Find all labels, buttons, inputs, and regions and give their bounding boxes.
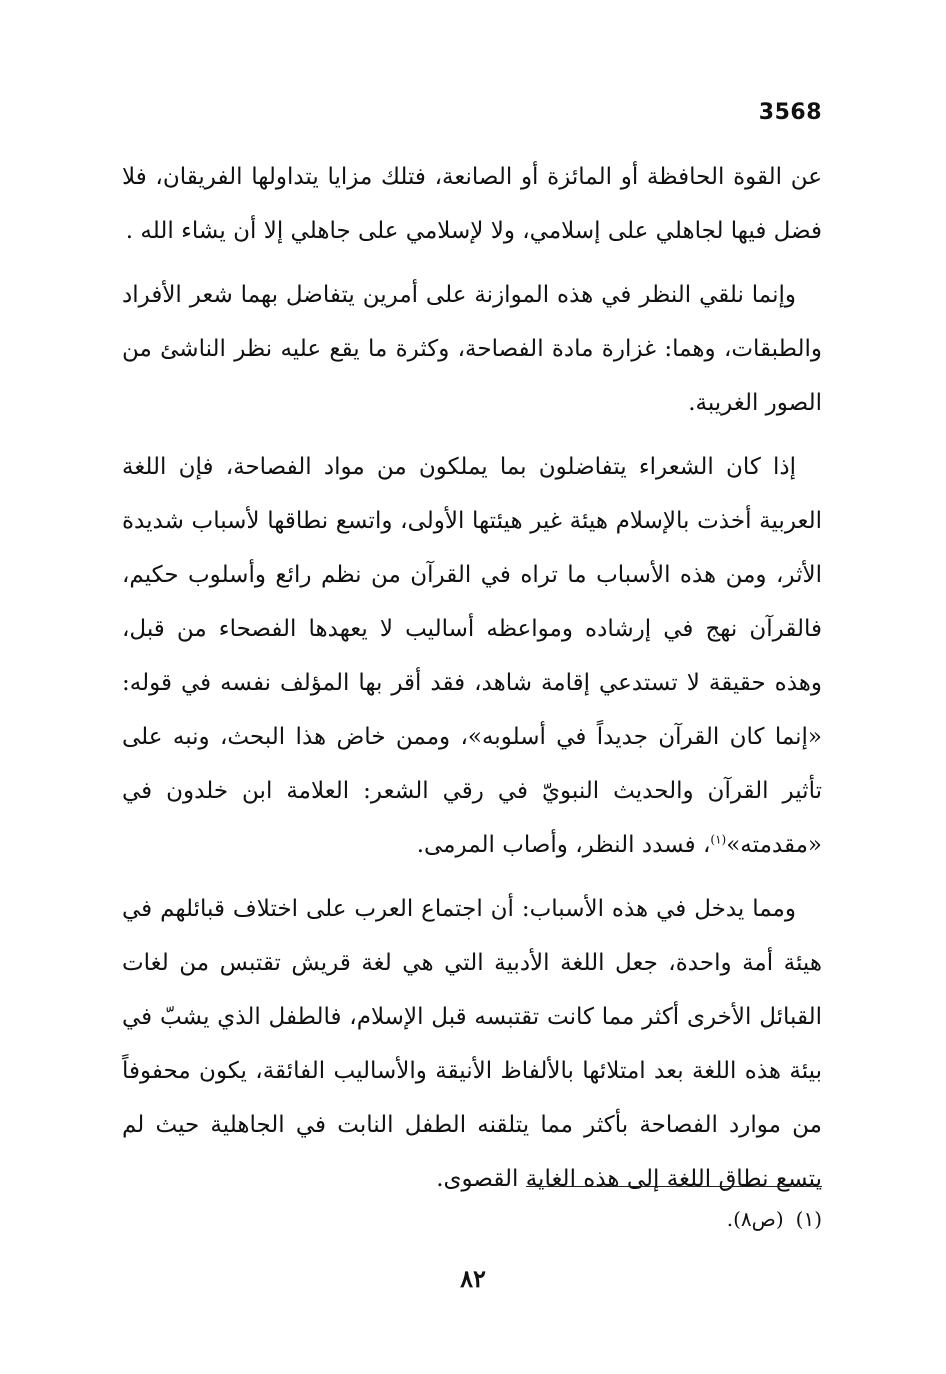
paragraph-3-tail: ، فسدد النظر، وأصاب المرمى. [416, 832, 711, 858]
body-text [122, 150, 822, 1206]
volume-page-number: 3568 [758, 100, 822, 125]
footnote-divider [526, 1186, 822, 1187]
page-number: ٨٢ [460, 1264, 486, 1293]
footnote-number: (١) [795, 1207, 822, 1231]
footnote-text: (ص٨). [726, 1207, 784, 1231]
paragraph-4: ومما يدخل في هذه الأسباب: أن اجتماع العرب على اختلاف قبائلهم في هيئة أمة واحدة، جعل اللغة الأدبية التي هي لغة قريش تقتبس من لغات القبائل الأخرى أكثر مما كانت تقتبسه قبل الإسلام، فالطفل الذي يشبّ في بيئة هذه اللغة بعد امتلائها بالألفاظ الأنيقة والأساليب الفائقة، يكون محفوفاً من موارد الفصاحة بأكثر مما يتلقنه الطفل النابت في الجاهلية حيث لم يتسع نطاق اللغة إلى هذه الغاية القصوى. [122, 896, 822, 1192]
footnote-reference[interactable]: (١) [710, 832, 727, 847]
paragraph-2: وإنما نلقي النظر في هذه الموازنة على أمرين يتفاضل بهما شعر الأفراد والطبقات، وهما: غزارة مادة الفصاحة، وكثرة ما يقع عليه نظر الناشئ من الصور الغريبة. [122, 282, 822, 416]
paragraph-1: عن القوة الحافظة أو المائزة أو الصانعة، فتلك مزايا يتداولها الفريقان، فلا فضل فيها لجاهلي على إسلامي، ولا لإسلامي على جاهلي إلا أن يشاء الله . [122, 164, 822, 244]
paragraph-3 [122, 440, 822, 872]
footnote [727, 1204, 822, 1234]
paragraph-3-text: إذا كان الشعراء يتفاضلون بما يملكون من مواد الفصاحة، فإن اللغة العربية أخذت بالإسلام هيئة غير هيئتها الأولى، واتسع نطاقها لأسباب شديدة الأثر، ومن هذه الأسباب ما تراه في القرآن من نظم رائع وأسلوب حكيم، فالقرآن نهج في إرشاده ومواعظه أساليب لا يعهدها الفصحاء من قبل، وهذه حقيقة لا تستدعي إقامة شاهد، فقد أقر بها المؤلف نفسه في قوله: «إنما كان القرآن جديداً في أسلوبه»، وممن خاض هذا البحث، ونبه على تأثير القرآن والحديث النبويّ في رقي الشعر: العلامة ابن خلدون في «مقدمته» [122, 454, 822, 858]
